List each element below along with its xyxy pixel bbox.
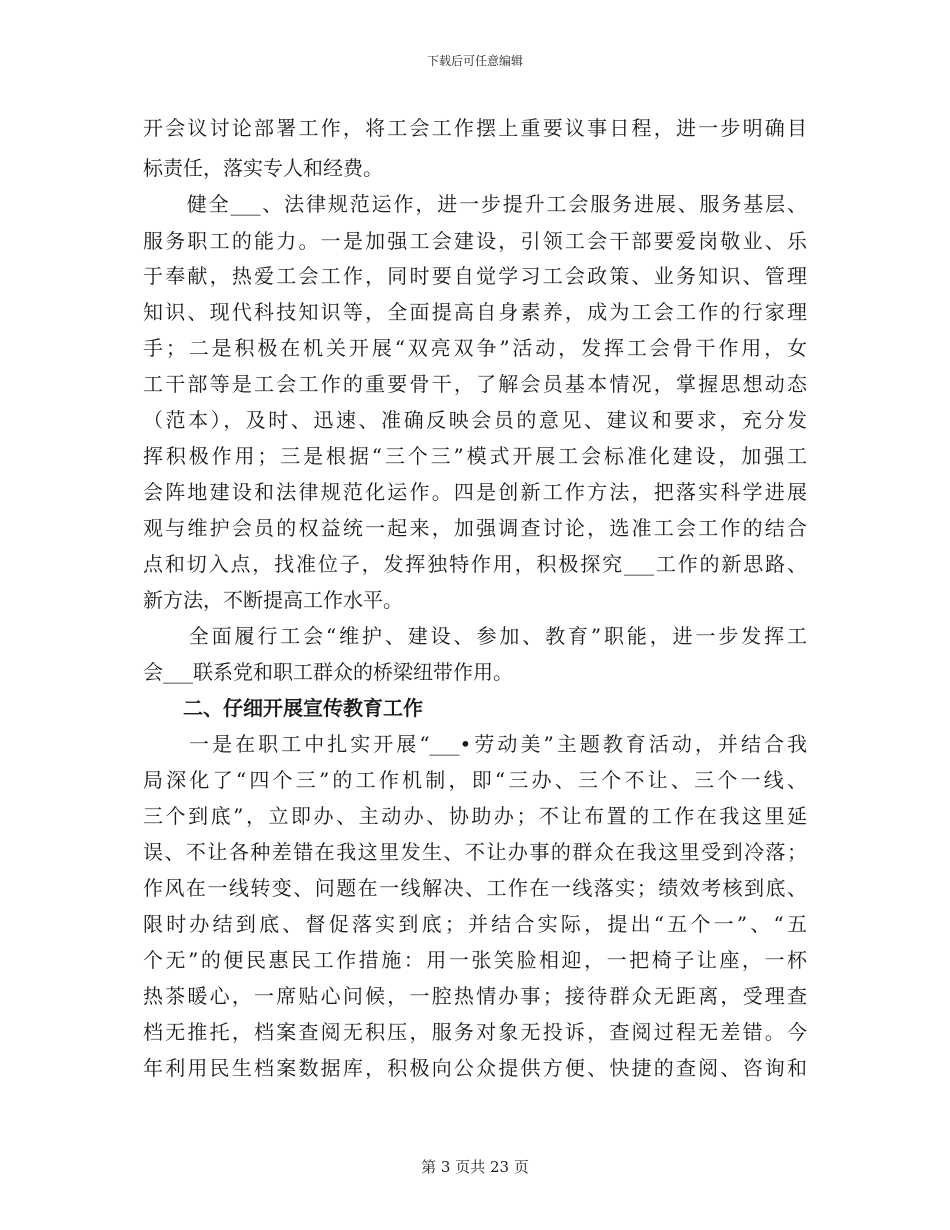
text-line: 知识、现代科技知识等，全面提高自身素养，成为工会工作的行家理 [143,300,807,324]
text-line: 局深化了“四个三”的工作机制，即“三办、三个不让、三个一线、 [143,768,807,792]
text-line: 年利用民生档案数据库，积极向公众提供方便、快捷的查阅、咨询和 [143,1056,807,1080]
text-line: 会阵地建设和法律规范化运作。四是创新工作方法，把落实科学进展 [143,480,807,504]
text-line: 健全___、法律规范运作，进一步提升工会服务进展、服务基层、 [143,192,807,216]
text-line: 热茶暖心，一席贴心问候，一腔热情办事；接待群众无距离，受理查 [143,984,807,1008]
text-line: 一是在职工中扎实开展“___•劳动美”主题教育活动，并结合我 [143,732,807,756]
text-line: 工干部等是工会工作的重要骨干，了解会员基本情况，掌握思想动态 [143,372,807,396]
text-line: 三个到底”，立即办、主动办、协助办；不让布置的工作在我这里延 [143,804,807,828]
text-line: （范本），及时、迅速、准确反映会员的意见、建议和要求，充分发 [143,408,807,432]
text-line: 个无”的便民惠民工作措施：用一张笑脸相迎，一把椅子让座，一杯 [143,948,807,972]
text-line: 误、不让各种差错在我这里发生、不让办事的群众在我这里受到冷落； [143,840,807,864]
text-line: 挥积极作用；三是根据“三个三”模式开展工会标准化建设，加强工 [143,444,807,468]
text-line: 全面履行工会“维护、建设、参加、教育”职能，进一步发挥工 [143,624,807,648]
section-heading: 二、仔细开展宣传教育工作 [143,696,423,720]
text-line: 点和切入点，找准位子，发挥独特作用，积极探究___工作的新思路、 [143,552,807,576]
text-line: 作风在一线转变、问题在一线解决、工作在一线落实；绩效考核到底、 [143,876,807,900]
text-line: 档无推托，档案查阅无积压，服务对象无投诉，查阅过程无差错。今 [143,1020,807,1044]
text-line: 观与维护会员的权益统一起来，加强调查讨论，选准工会工作的结合 [143,516,807,540]
text-line: 标责任，落实专人和经费。 [143,156,383,180]
text-line: 限时办结到底、督促落实到底；并结合实际，提出“五个一”、“五 [143,912,807,936]
text-line: 服务职工的能力。一是加强工会建设，引领工会干部要爱岗敬业、乐 [143,229,807,253]
text-line: 于奉献，热爱工会工作，同时要自觉学习工会政策、业务知识、管理 [143,264,807,288]
text-line: 手；二是积极在机关开展“双亮双争”活动，发挥工会骨干作用，女 [143,336,807,360]
page-header: 下载后可任意编辑 [426,54,523,68]
page-footer: 第 3 页共 23 页 [421,1158,529,1176]
text-line: 会___联系党和职工群众的桥梁纽带作用。 [143,660,513,684]
text-line: 新方法，不断提高工作水平。 [143,588,403,612]
text-line: 开会议讨论部署工作，将工会工作摆上重要议事日程，进一步明确目 [143,116,807,140]
